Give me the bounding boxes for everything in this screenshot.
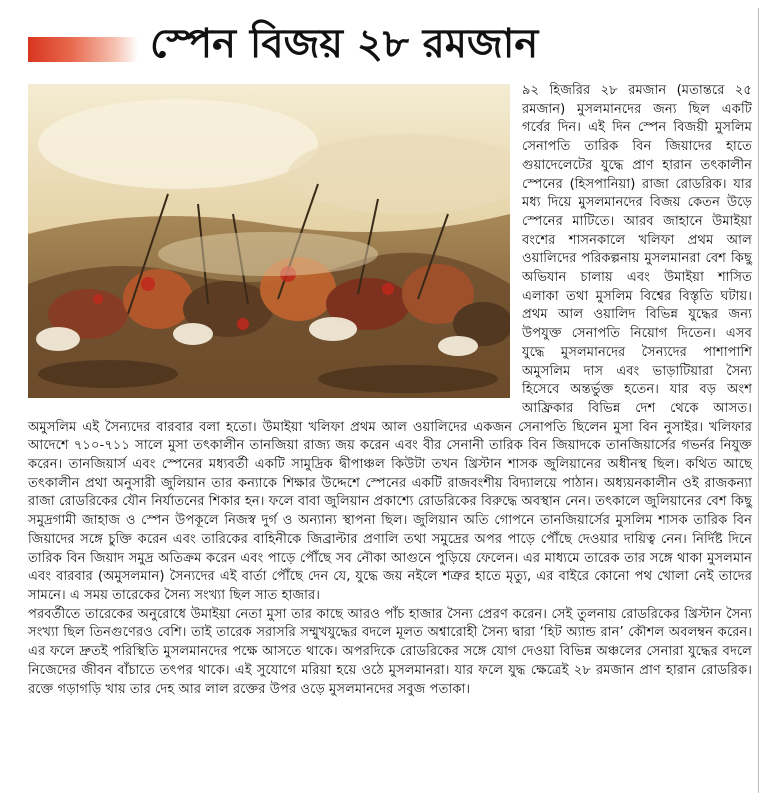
article-paragraph-1: ৯২ হিজরির ২৮ রমজান (মতান্তরে ২৫ রমজান) মুসলমানদের জন্য ছিল একটি গর্বের দিন। এই দিন স্পেন বিজয়ী মুসলিম সেনাপতি তারিক বিন জিয়াদের হাতে গুয়াদেলেটের যুদ্ধে প্রাণ হারান তৎকালীন স্পেনের (হিসপানিয়া) রাজা রোডরিক। যার মধ্য দিয়ে মুসলমানদের বিজয় কেতন উড়ে স্পেনের মাটিতে। আরব জাহানে উমাইয়া বংশের শাসনকালে খলিফা প্রথম আল ওয়ালিদের পরিকল্পনায় মুসলমানরা বেশ কিছু অভিযান চালায় এবং উমাইয়া শাসিত এলাকা তথা মুসলিম বিশ্বের বিস্তৃতি ঘটায়। প্রথম আল ওয়ালিদ বিভিন্ন যুদ্ধের জন্য উপযুক্ত সেনাপতি নিয়োগ দিতেন। এসব যুদ্ধে মুসলমানদের সৈন্যদের পাশাপাশি অমুসলিম দাস এবং ভাড়াটিয়ারা সৈন্য হিসেবে অন্তর্ভুক্ত হতেন। যার বড় অংশ আফ্রিকার বিভিন্ন দেশ থেকে আসত। অমুসলিম এই সৈন্যদের বারবার বলা হতো। উমাইয়া খলিফা প্রথম আল ওয়ালিদের একজন সেনাপতি ছিলেন মুসা বিন নুসাইর। খলিফার আদেশে ৭১০-৭১১ সালে মুসা তৎকালীন তানজিয়া রাজ্য জয় করেন এবং বীর সেনানী তারিক বিন জিয়াদকে তানজিয়ার্সের গভর্নর নিযুক্ত করেন। তানজিয়ার্স এবং স্পেনের মধ্যবর্তী একটি সামুদ্রিক দ্বীপাঞ্চল কিউটা তখন খ্রিস্টান শাসক জুলিয়ানের অধীনস্থ ছিল। কথিত আছে তৎকালীন প্রথা অনুসারী জুলিয়ান তার কন্যাকে শিক্ষার উদ্দেশে স্পেনের একটি রাজবংশীয় বিদ্যালয়ে পাঠান। অধ্যয়নকালীন ওই রাজকন্যা রাজা রোডরিকের যৌন নির্যাতনের শিকার হন। ফলে বাবা জুলিয়ান প্রকাশ্যে রোডরিকের বিরুদ্ধে অবস্থান নেন। তৎকালে জুলিয়ানের বেশ কিছু সমুদ্রগামী জাহাজ ও স্পেন উপকূলে নিজস্ব দুর্গ ও অন্যান্য স্থাপনা ছিল। জুলিয়ান অতি গোপনে তানজিয়ার্সের মুসলিম শাসক তারিক বিন জিয়াদের সঙ্গে চুক্তি করেন এবং তারিকের বাহিনীকে জিব্রাল্টার প্রণালি তথা সমুদ্রের অপর পাড়ে পৌঁছে দেওয়ার দায়িত্ব নেন। নির্দিষ্ট দিনে তারিক বিন জিয়াদ সমুদ্র অতিক্রম করেন এবং পাড়ে পৌঁছে সব নৌকা আগুনে পুড়িয়ে ফেলেন। এর মাধ্যমে তারেক তার সঙ্গে থাকা মুসলমান এবং বারবার (অমুসলমান) সৈন্যদের এই বার্তা পৌঁছে দেন যে, যুদ্ধে জয় নইলে শত্রুর হাতে মৃত্যু, এর বাইরে কোনো পথ খোলা নেই তাদের সামনে। এ সময় তারেকের সৈন্য সংখ্যা ছিল সাত হাজার। (28, 83, 752, 603)
article-body (28, 82, 752, 699)
headline: স্পেন বিজয় ২৮ রমজান (150, 20, 539, 67)
battle-painting-illustration (28, 84, 510, 398)
column-rule (758, 8, 759, 793)
article-paragraph-2: পরবর্তীতে তারেকের অনুরোধে উমাইয়া নেতা মুসা তার কাছে আরও পাঁচ হাজার সৈন্য প্রেরণ করেন। সেই তুলনায় রোডরিকের খ্রিস্টান সৈন্য সংখ্যা ছিল তিনগুণেরও বেশি। তাই তারেক সরাসরি সম্মুখযুদ্ধের বদলে মূলত অশ্বারোহী সৈন্য দ্বারা ‘হিট অ্যান্ড রান’ কৌশল অবলম্বন করেন। এর ফলে দ্রুতই পরিস্থিতি মুসলমানদের পক্ষে আসতে থাকে। অপরদিকে রোডরিকের সঙ্গে যোগ দেওয়া বিভিন্ন অঞ্চলের সেনারা যুদ্ধের বদলে নিজেদের জীবন বাঁচাতে তৎপর থাকে। এই সুযোগে মরিয়া হয়ে ওঠে মুসলমানরা। যার ফলে যুদ্ধ ক্ষেত্রেই ২৮ রমজান প্রাণ হারান রোডরিক। রক্তে গড়াগড়ি খায় তার দেহ আর লাল রক্তের উপর ওড়ে মুসলমানদের সবুজ পতাকা। (28, 606, 752, 697)
header (0, 0, 765, 80)
battle-painting (28, 84, 510, 398)
accent-bar (28, 37, 138, 62)
